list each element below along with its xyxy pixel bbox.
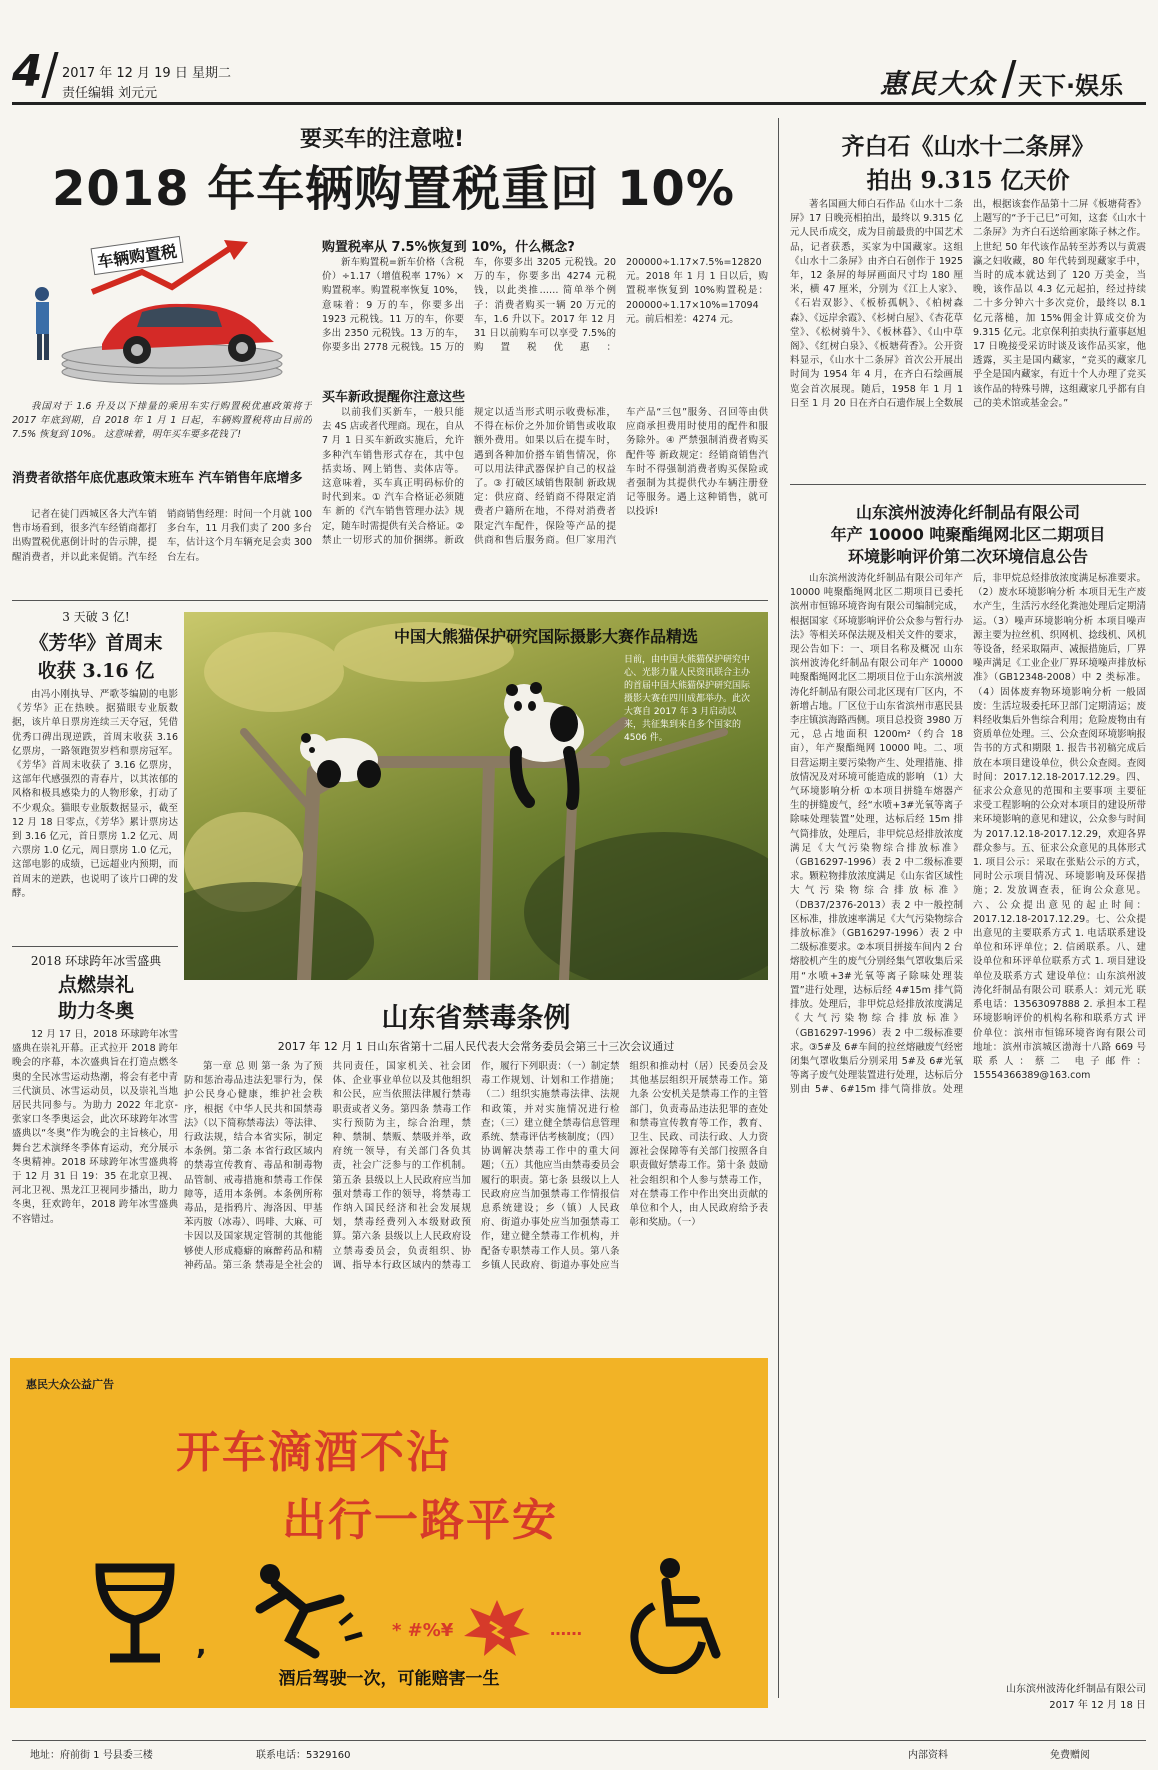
masthead-rule	[12, 102, 1146, 105]
photo-title: 中国大熊猫保护研究国际摄影大赛作品精选	[394, 627, 699, 646]
sub3-title: 买车新政提醒你注意这些	[322, 390, 466, 405]
movie-rule	[12, 946, 178, 947]
wine-glass-icon	[80, 1558, 190, 1668]
paper-name: 惠民大众	[880, 69, 996, 100]
ad-symbols: * #%¥	[392, 1620, 454, 1641]
ad-bottom-text: 酒后驾驶一次，可能赔害一生	[278, 1669, 500, 1689]
ice-headline-2: 助力冬奥	[57, 1000, 134, 1022]
env-body	[790, 572, 1146, 1670]
photo-caption: 日前，由中国大熊猫保护研究中心、光影力量人民资讯联合主办的首届中国大熊猫保护研究国际摄影大赛在四川成都举办。此次大赛自 2017 年 3 月启动以来，共征集到来自多个国家的 4506 件。	[624, 655, 751, 743]
illustration-label: 车辆购置税	[91, 236, 184, 275]
env-headline-1: 山东滨州波涛化纤制品有限公司	[855, 503, 1080, 522]
ad-slogan-2: 出行一路平安	[282, 1495, 558, 1546]
falling-person-icon	[240, 1554, 370, 1664]
env-headline-2: 年产 10000 吨聚酯绳网北区二期项目	[830, 525, 1106, 544]
panda-photo	[184, 612, 768, 980]
ice-body	[12, 1028, 178, 1328]
ad-dots: ……	[550, 1620, 582, 1639]
editor-line: 责任编辑 刘元元	[62, 86, 158, 101]
section-name: 天下·娱乐	[1018, 72, 1124, 100]
ad-slogan-1: 开车滴酒不沾	[176, 1427, 452, 1478]
date-line: 2017 年 12 月 19 日 星期二	[62, 66, 231, 81]
sub1-text: 记者在徒门西城区各大汽车销售市场看到，很多汽车经销商都打出购置税优惠倒计时的告示牌，提醒消费者，并以此来促销。汽车经销商销售经理：时间一个月就 100 多台车，11 月我们卖了 200 多台车，估计这个月车辆充足会卖 300 台左右。	[12, 509, 312, 563]
sub2-title: 购置税率从 7.5%恢复到 10%，什么概念?	[322, 240, 575, 255]
masthead-slash	[1002, 60, 1017, 98]
drug-law-text: 第一章 总 则 第一条 为了预防和惩治毒品违法犯罪行为，保护公民身心健康，维护社会秩序，根据《中华人民共和国禁毒法》（以下简称禁毒法）等法律、行政法规，结合本省实际，制定本条例。第二条 本省行政区域内的禁毒宣传教育、毒品和制毒物品管制、戒毒措施和禁毒工作保障等，适用本条例。本条例所称毒品，是指鸦片、海洛因、甲基苯丙胺（冰毒）、吗啡、大麻、可卡因以及国家规定管制的其他能够使人形成瘾癖的麻醉药品和精神药品。第三条 禁毒是全社会的共同责任，国家机关、社会团体、企业事业单位以及其他组织和公民，应当依照法律履行禁毒职责或者义务。第四条 禁毒工作实行预防为主，综合治理，禁种、禁制、禁贩、禁吸并举，政府统一领导，有关部门各负其责，社会广泛参与的工作机制。第五条 县级以上人民政府应当加强对禁毒工作的领导，将禁毒工作纳入国民经济和社会发展规划，禁毒经费列入本级财政预算。第六条 县级以上人民政府设立禁毒委员会，负责组织、协调、指导本行政区域内的禁毒工作，履行下列职责：（一）制定禁毒工作规划、计划和工作措施；（二）组织实施禁毒法律、法规和政策，并对实施情况进行检查；（三）建立健全禁毒信息管理系统、禁毒评估考核制度；（四）协调解决禁毒工作中的重大问题；（五）其他应当由禁毒委员会履行的职责。第七条 县级以上人民政府应当加强禁毒工作情报信息系统建设；乡（镇）人民政府、街道办事处应当加强禁毒工作，建立健全禁毒工作机构，并配备专职禁毒工作人员。第八条 乡镇人民政府、街道办事处应当组织和推动村（居）民委员会及其他基层组织开展禁毒工作。第九条 公安机关是禁毒工作的主管部门，负责毒品违法犯罪的查处和禁毒宣传教育等工作，教育、卫生、民政、司法行政、人力资源社会保障等有关部门按照各自职责做好禁毒工作。第十条 鼓励社会组织和个人参与禁毒工作，对在禁毒工作中作出突出贡献的单位和个人，由人民政府给予表彰和奖励。（一）	[184, 1061, 768, 1271]
movie-body	[12, 688, 178, 942]
footer-address: 地址：府前街 1 号县委三楼	[30, 1750, 153, 1761]
sub3-body	[322, 406, 768, 594]
page-number: 4	[12, 46, 43, 97]
ad-tag: 惠民大众公益广告	[26, 1378, 114, 1391]
movie-headline-1: 《芳华》首周末	[29, 632, 163, 654]
tax-illustration	[12, 232, 322, 392]
drug-law-body	[184, 1060, 768, 1328]
env-date: 2017 年 12 月 18 日	[1049, 1700, 1146, 1711]
column-divider	[778, 118, 779, 1698]
ice-text: 12 月 17 日，2018 环球跨年冰雪盛典在崇礼开幕。正式拉开 2018 跨年晚会的序幕，本次盛典旨在打造点燃冬奥的全民冰雪运动热潮，将会有老中青三代演员、冰雪运动员，以及崇礼当地居民共同参与。为助力 2022 年北京-张家口冬季奥运会，此次环球跨年冰雪盛典以“冬奥”作为晚会的主旨核心，用舞台艺术演绎冬季体育运动，充分展示冬奥精神。2018 环球跨年冰雪盛典将于 12 月 31 日 19：35 在北京卫视、河北卫视、黑龙江卫视同步播出，助力冬奥，狂欢跨年，2018 跨年冰雪盛典不容错过。	[12, 1029, 178, 1225]
sub2-text: 新车购置税=新车价格（含税价）÷1.17（增值税率 17%）×购置税率。购置税率恢复 10%，意味着：9 万的车，你要多出 1923 元税钱。11 万的车，你要多出 2350 元税钱。13 万的车，你要多出 2778 元税钱。15 万的车，你要多出 3205 元税钱。20 万的车，你要多出 4274 元税钱，以此类推…… 简单举个例子：消费者购买一辆 20 万元的车，1.6 升以下。2017 年 12 月 31 日以前购车可以享受 7.5%的购置税优惠：200000÷1.17×7.5%=12820 元。2018 年 1 月 1 日以后，购置税率恢复到 10%购置税是：200000÷1.17×10%=17094 元。前后相差：4274 元。	[322, 257, 768, 354]
ice-kicker: 2018 环球跨年冰雪盛典	[30, 954, 162, 968]
crash-burst-icon	[462, 1598, 532, 1658]
lead-kicker: 要买车的注意啦!	[300, 127, 465, 152]
sub1-body	[12, 508, 312, 594]
sub1-title: 消费者欲搭年底优惠政策末班车 汽车销售年底增多	[12, 471, 303, 486]
lead-intro	[12, 400, 312, 466]
footer-note-1: 内部资料	[908, 1750, 948, 1761]
movie-text: 由冯小刚执导、严歌苓编剧的电影《芳华》正在热映。据猫眼专业版数据，该片单日票房连续三天夺冠，凭借优秀口碑出现逆跌，首周末收获 3.16 亿票房，一路领跑贺岁档和票房冠军。《芳华》首周末收获了 3.16 亿票房，这部年代感强烈的青春片，以其浓郁的风格和极具感染力的人物形象，打动了不少观众。猫眼专业版数据显示，截至 12 月 18 日零点，《芳华》累计票房达到 3.16 亿元，首日票房 1.2 亿元、周六票房 1.0 亿元，周日票房 1.0 亿元，这部电影的成绩，已远超业内预期，而首周末的逆跌，也说明了该片口碑的发酵。	[12, 689, 178, 899]
painting-rule	[790, 484, 1146, 485]
painting-text: 著名国画大师白石作品《山水十二条屏》17 日晚亮相拍出，最终以 9.315 亿元人民币成交，成为目前最贵的中国艺术品，记者获悉，买家为中国藏家。这组《山水十二条屏》由齐白石创作于 1925 年，12 条屏的每屏画面尺寸均 180 厘米，横 47 厘米，分别为《江上人家》、《石岩双影》、《板桥孤帆》、《柏树森森》、《远岸余霞》、《杉树白屋》、《杏花草堂》、《松树骑牛》、《板林暮》、《山中草阁》、《红树白泉》、《板塘荷香》。公开资料显示，《山水十二条屏》首次公开展出时间为 1954 年 4 月，在齐白石绘画展览会首次展现。随后，1958 年 1 月 1 日至 1 月 20 日在齐白石遗作展上全数展出，根据该套作品第十二屏《板塘荷香》上题写的“予于己巳”可知，这套《山水十二条屏》为齐白石送给画家陈子林之作。上世纪 50 年代该作品转至苏秀以与黄震瀛之妇收藏，80 年代转到现藏家手中，当时的成本就达到了 120 万美金，当晚，该作品以 4.3 亿元起拍，经过持续二十多分钟六十多次竞价，最终以 8.1 亿元落槌，加 15%佣金计算成交价为 9.315 亿元。北京保利拍卖执行董事赵旭 17 日晚接受采访时谈及该作品买家，他透露，买主是国内藏家，“竞买的藏家几乎全是国内藏家，有近十个人办理了竞买该作品的特殊号牌，这组藏家几乎都有自己的美术馆或基金会。”	[790, 199, 1146, 409]
movie-headline-2: 收获 3.16 亿	[37, 660, 155, 682]
sub3-text: 以前我们买新车，一般只能去 4S 店或者代理商。现在，自从 7 月 1 日买车新政实施后，允许多种汽车销售形式存在，其中包括卖场、网上销售、卖体店等。这意味着，买车真正明码标价的时代到来。① 汽车合格证必须随车 新的《汽车销售管理办法》规定，随车时需提供有关合格证。② 禁止一切形式的加价捆绑。新政规定以适当形式明示收费标准，不得在标价之外加价销售或收取额外费用。如果以后在提车时，遇到各种加价搭车销售情况，你可以用法律武器保护自己的权益了。③ 打破区域销售限制 新政规定：供应商、经销商不得限定消费者户籍所在地，不得对消费者限定汽车配件，保险等产品的提供商和售后服务商。但厂家用汽车产品“三包”服务、召回等由供应商承担费用时使用的配件和服务除外。④ 严禁强制消费者购买配件等 新政规定：经销商销售汽车时不得强制消费者购买保险或者强制为其提供代办车辆注册登记等服务。遇上这种销售，就可以投诉!	[322, 407, 768, 546]
movie-kicker: 3 天破 3 亿!	[62, 610, 130, 624]
painting-body	[790, 198, 1146, 476]
footer-note-2: 免费赠阅	[1050, 1750, 1090, 1761]
painting-headline-2: 拍出 9.315 亿天价	[866, 167, 1070, 194]
page-slash	[41, 52, 58, 98]
footer-rule	[12, 1740, 1146, 1741]
drug-law-title: 山东省禁毒条例	[381, 1003, 571, 1034]
sub2-body	[322, 256, 768, 374]
footer-phone: 联系电话：5329160	[256, 1750, 351, 1761]
env-headline-3: 环境影响评价第二次环境信息公告	[847, 547, 1088, 566]
env-signature: 山东滨州波涛化纤制品有限公司	[1006, 1684, 1146, 1695]
lead-bottom-rule	[12, 600, 768, 601]
person-figure	[35, 287, 49, 360]
masthead	[0, 0, 1158, 110]
panda-right	[504, 682, 584, 804]
ad-comma: ,	[196, 1628, 207, 1661]
lead-intro-text: 我国对于 1.6 升及以下排量的乘用车实行购置税优惠政策将于 2017 年底到期，自 2018 年 1 月 1 日起，车辆购置税将由目前的 7.5% 恢复到 10%。 这意味着，明年买车要多花钱了!	[12, 401, 312, 441]
lead-headline: 2018 年车辆购置税重回 10%	[52, 161, 735, 217]
ice-headline-1: 点燃崇礼	[57, 974, 134, 996]
drug-law-subtitle: 2017 年 12 月 1 日山东省第十二届人民代表大会常务委员会第三十三次会议通过	[277, 1040, 675, 1053]
public-service-ad	[10, 1358, 768, 1708]
painting-headline-1: 齐白石《山水十二条屏》	[841, 133, 1095, 160]
wheelchair-icon	[620, 1554, 740, 1674]
env-text: 山东滨州波涛化纤制品有限公司年产 10000 吨聚酯绳网北区二期项目已委托滨州市恒锦环境咨询有限公司编制完成，根据国家《环境影响评价公众参与暂行办法》等相关环保法规及相关文件的要求，现公告如下：一、项目名称及概况 山东滨州波涛化纤制品有限公司年产 10000 吨聚酯绳网北区二期项目位于山东滨州波涛化纤制品有限公司北区现有厂区内，不新增占地。厂区位于山东省滨州市惠民县李庄镇滨海路西侧。项目总投资 3980 万元，总占地面积 1200m²（约合 18 亩），年产聚酯绳网 10000 吨。二、项目营运期主要污染物产生、处理措施、排放情况及对环境可能造成的影响 （1）大气环境影响分析 ①本项目拼缝车熔器产生的拼缝废气，经“水喷+3#光氧等离子除味处理装置”处理，达标后经 15m 排气筒排放，处理后，非甲烷总烃排放浓度满足《大气污染物综合排放标准》（GB16297-1996）表 2 中二级标准要求。颗粒物排放浓度满足《山东省区域性大气污染物综合排放标准》（DB37/2376-2013）表 2 中一般控制区标准，排放速率满足《大气污染物综合排放标准》（GB16297-1996）表 2 中二级标准要求。②本项目拼接车间内 2 台熔胶机产生的废气分别经集气罩收集后采用“水喷+3#光氧等离子除味处理装置”进行处理，达标后经 4#15m 排气筒排放。处理后，非甲烷总烃排放浓度满足《大气污染物综合排放标准》（GB16297-1996）表 2 中二级标准要求。③5#及 6#车间的拉丝熔融废气经密闭集气罩收集后分别采用 5#及 6#光氧等离子废气处理装置进行处理，达标后分别由 5#、6#15m 排气筒排放。处理后，非甲烷总烃排放浓度满足标准要求。（2）废水环境影响分析 本项目无生产废水产生，生活污水经化粪池处理后定期清运。（3）噪声环境影响分析 本项目噪声源主要为拉丝机、织网机、捻线机、风机等设备，经采取隔声、减振措施后，厂界噪声满足《工业企业厂界环境噪声排放标准》（GB12348-2008）中 2 类标准。（4）固体废弃物环境影响分析 一般固废：生活垃圾委托环卫部门定期清运；废料经收集后外售综合利用；危险废物由有资质单位处理。三、公众查阅环境影响报告书的方式和期限 1. 报告书初稿完成后放在本项目建设单位，供公众查阅。查阅时间：2017.12.18-2017.12.29。四、征求公众意见的范围和主要事项 主要征求受工程影响的公众对本项目的建设所带来环境影响的意见和建议，公众参与时间为 2017.12.18-2017.12.29，欢迎各界群众参与。五、征求公众意见的具体形式 1. 项目公示：采取在张贴公示的方式，同时公示项目情况、环境影响及环保措施；2. 发放调查表，征询公众意见。六、公众提出意见的起止时间：2017.12.18-2017.12.29。七、公众提出意见的主要联系方式 1. 电话联系建设单位和环评单位；2. 信函联系。八、建设单位和环评单位联系方式 1. 项目建设单位及联系方式 建设单位：山东滨州波涛化纤制品有限公司 联系人：刘元光 联系电话：13563097888 2. 承担本工程环境影响评价的机构名称和联系方式 评价单位：滨州市恒锦环境咨询有限公司 地址：滨州市滨城区渤海十八路 669 号 联系人：蔡二 电子邮件：15554366389@163.com	[790, 573, 1146, 1096]
